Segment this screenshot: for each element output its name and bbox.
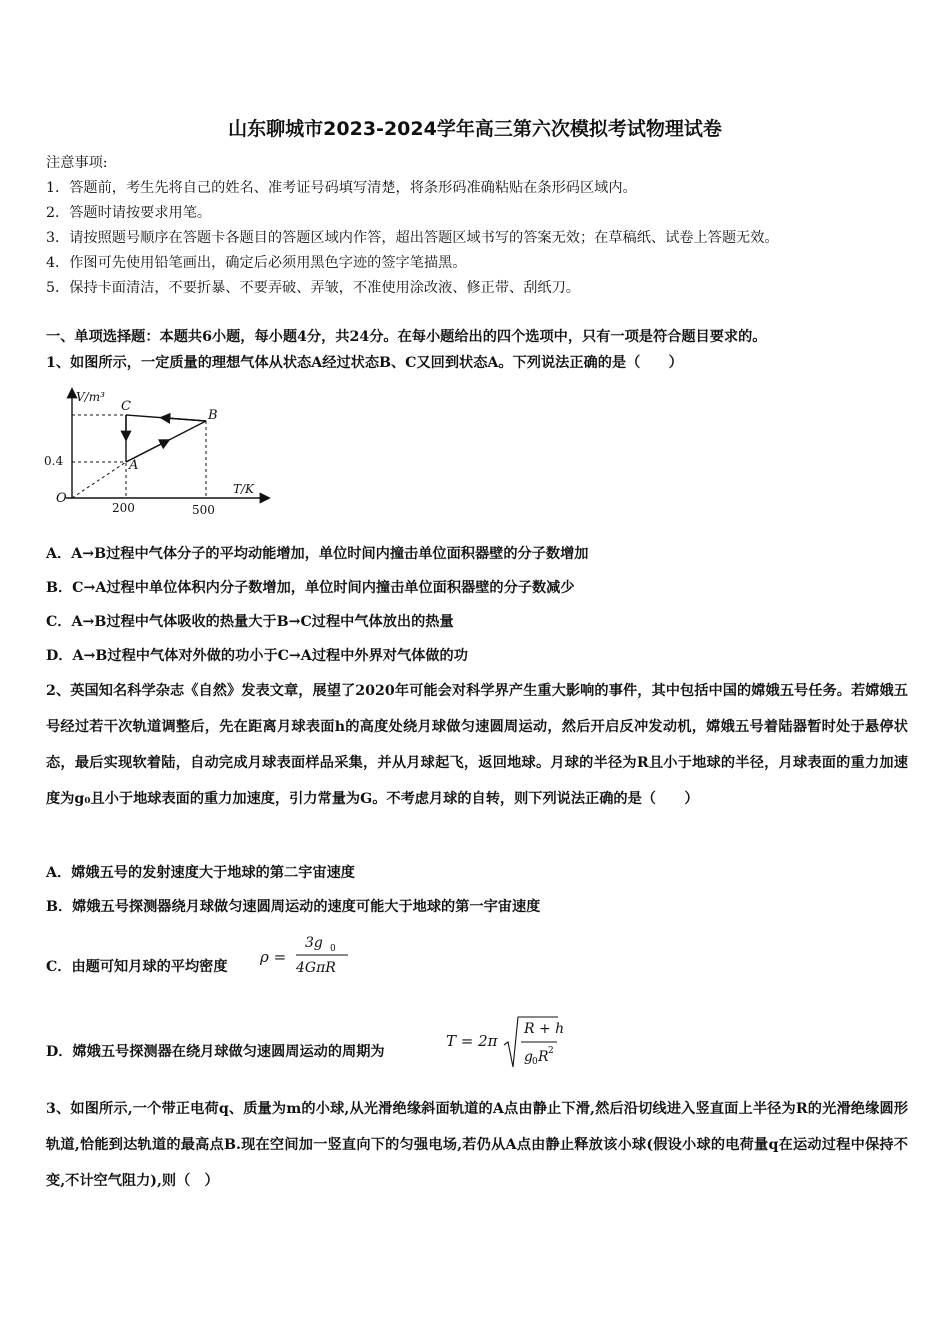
question-3-stem: 3、如图所示,一个带正电荷q、质量为m的小球,从光滑绝缘斜面轨道的A点由静止下滑,然后沿切线进入竖直面上半径为R的光滑绝缘圆形轨道,恰能到达轨道的最高点B.现在空间加一竖直向下的匀强电场,若仍从A点由静止释放该小球(假设小球的电荷量q在运动过程中保持不变,不计空气阻力),则（ ） (46, 1101, 908, 1189)
formula-subscript: 0 (330, 944, 336, 954)
formula-den-r: R (538, 1049, 549, 1065)
y-tick-label: 0.4 (44, 454, 64, 468)
notice-item: 1．答题前，考生先将自己的姓名、准考证号码填写清楚，将条形码准确粘贴在条形码区域内。 (46, 180, 637, 196)
option-item: A．A→B过程中气体分子的平均动能增加，单位时间内撞击单位面积器壁的分子数增加 (46, 546, 589, 562)
notice-heading: 注意事项: (46, 155, 108, 171)
x-tick-label: 500 (192, 503, 215, 517)
option-item: C．A→B过程中气体吸收的热量大于B→C过程中气体放出的热量 (46, 614, 454, 630)
formula-numerator: 3g (305, 935, 323, 951)
formula-lhs: T = 2π (446, 1032, 498, 1050)
question-2-stem: 2、英国知名科学杂志《自然》发表文章，展望了2020年可能会对科学界产生重大影响的事件，其中包括中国的嫦娥五号任务。若嫦娥五号经过若干次轨道调整后，先在距离月球表面h的高度处绕月球做匀速圆周运动，然后开启反冲发动机，嫦娥五号着陆器暂时处于悬停状态，最后实现软着陆，自动完成月球表面样品采集，并从月球起飞，返回地球。月球的半径为R且小于地球的半径，月球表面的重力加速度为g₀且小于地球表面的重力加速度，引力常量为G。不考虑月球的自转，则下列说法正确的是（ ） (46, 683, 908, 807)
y-axis-label: V/m³ (76, 390, 105, 404)
formula-den-sub: 0 (532, 1057, 538, 1067)
formula-den-g: g (524, 1049, 533, 1065)
option-item: D．A→B过程中气体对外做的功小于C→A过程中外界对气体做的功 (46, 648, 468, 664)
option-item: C．由题可知月球的平均密度 (46, 959, 228, 975)
option-item: B．C→A过程中单位体积内分子数增加，单位时间内撞击单位面积器壁的分子数减少 (46, 580, 575, 596)
notice-item: 2．答题时请按要求用笔。 (46, 205, 212, 221)
notice-item: 3．请按照题号顺序在答题卡各题目的答题区域内作答，超出答题区域书写的答案无效；在草稿纸、试卷上答题无效。 (46, 230, 779, 246)
question-1-stem: 1、如图所示，一定质量的理想气体从状态A经过状态B、C又回到状态A。下列说法正确的是（ ） (46, 355, 683, 371)
x-axis-label: T/K (233, 482, 255, 496)
point-c-label: C (121, 399, 131, 414)
notice-item: 4．作图可先使用铅笔画出，确定后必须用黑色字迹的签字笔描黑。 (46, 255, 467, 271)
notice-item: 5．保持卡面清洁，不要折暴、不要弄破、弄皱，不准使用涂改液、修正带、刮纸刀。 (46, 280, 580, 296)
option-item: D．嫦娥五号探测器在绕月球做匀速圆周运动的周期为 (46, 1044, 385, 1060)
option-item: B．嫦娥五号探测器绕月球做匀速圆周运动的速度可能大于地球的第一宇宙速度 (46, 899, 541, 915)
section-heading: 一、单项选择题：本题共6小题，每小题4分，共24分。在每小题给出的四个选项中，只有一项是符合题目要求的。 (46, 329, 767, 345)
formula-lhs: ρ = (260, 948, 287, 966)
page-title: 山东聊城市2023-2024学年高三第六次模拟考试物理试卷 (228, 118, 722, 140)
point-a-label: A (129, 458, 139, 473)
formula-denominator: 4GπR (296, 960, 336, 976)
density-formula (258, 930, 358, 982)
formula-numerator: R + h (524, 1021, 565, 1037)
x-tick-label: 200 (112, 501, 135, 515)
period-formula (444, 1013, 574, 1073)
vt-graph (40, 385, 280, 525)
formula-den-sup: 2 (548, 1046, 554, 1056)
option-item: A．嫦娥五号的发射速度大于地球的第二宇宙速度 (46, 865, 355, 881)
origin-label: O (56, 491, 67, 506)
point-b-label: B (208, 408, 218, 423)
